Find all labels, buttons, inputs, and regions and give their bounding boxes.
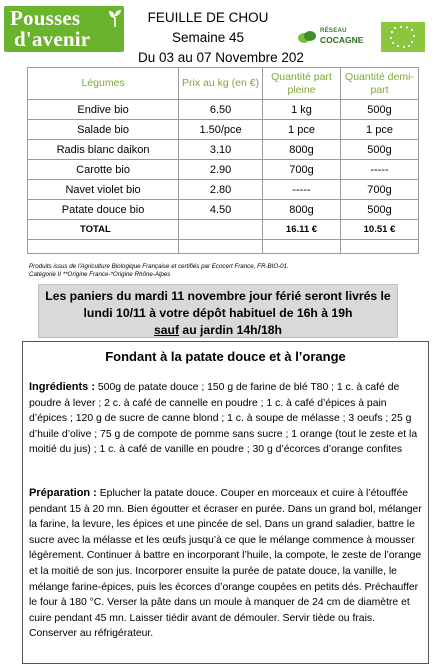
recipe-preparation (29, 486, 422, 642)
preparation-text: Eplucher la patate douce. Couper en morceaux et cuire à l’étouffée pendant 15 à 20 mn. Bien égoutter et écraser en purée. Dans un grand bol, mélanger la farine, la levure, les épices et une pincée de sel. Dans un grand saladier, battre le sucre avec la mélasse et les œufs jusqu’à ce que le mélange commence à mousser légèrement. Continuer à battre en incorporant l’huile, la compote, le zeste de l’orange et la moitié de son jus. Incorporer ensuite la purée de patate douce, la vanille, le mélange farine-épices, puis les écorces d’orange coupées en petits dés. Préchauffer le four à 180 °C. Verser la pâte dans un moule à manquer de 24 cm de diamètre et cuire pendant 45 mn. Laisser tiédir avant de démouler. Servir tiède ou frais. Conserver au réfrigérateur. (29, 488, 422, 640)
announcement-banner (38, 284, 398, 338)
table-cell: 3.10 (179, 140, 263, 160)
table-row (28, 160, 419, 180)
certification-note (29, 263, 421, 279)
sprout-icon (108, 9, 122, 27)
table-cell: 500g (340, 200, 418, 220)
ingredients-text: 500g de patate douce ; 150 g de farine de blé T80 ; 1 c. à café de poudre à lever ; 2 c. à café de cannelle en poudre ; 1 c. à café d’épices à pain d’épices ; 120 g de sucre de canne blond ; 1 c. à soupe de mélasse ; 3 oeufs ; 25 g d’huile d’olive ; 75 g de compote de pomme sans sucre ; 1 orange (tout le zeste et la moitié du jus) ; 1 c. à café de vanille en poudre ; 30 g d’écorces d’orange confites (29, 382, 418, 456)
price-table (27, 67, 419, 254)
table-row (28, 140, 419, 160)
recipe-ingredients (29, 380, 422, 458)
table-cell: Endive bio (28, 100, 179, 120)
table-cell: Salade bio (28, 120, 179, 140)
date-range: Du 03 au 07 Novembre 202 (138, 50, 304, 65)
table-row (28, 180, 419, 200)
header-quantite-pleine: Quantité part pleine (263, 68, 341, 100)
table-cell: 500g (340, 100, 418, 120)
table-row (28, 120, 419, 140)
table-cell: 500g (340, 140, 418, 160)
header-legumes: Légumes (28, 68, 179, 100)
total-row (28, 220, 419, 240)
table-cell: 700g (263, 160, 341, 180)
announcement-sauf: sauf (153, 323, 180, 337)
table-header-row (28, 68, 419, 100)
ingredients-label: Ingrédients : (29, 381, 96, 393)
total-half: 10.51 € (340, 220, 418, 240)
note-line2: Catégorie II **Origine France-*Origine Rhône-Alpes (29, 271, 171, 278)
table-cell (179, 240, 263, 254)
eu-organic-leaf-logo (381, 22, 425, 52)
table-cell: Radis blanc daikon (28, 140, 179, 160)
table-cell: ----- (263, 180, 341, 200)
total-full: 16.11 € (263, 220, 341, 240)
announcement-line1: Les paniers du mardi 11 novembre jour férié seront livrés le (45, 289, 391, 303)
total-label: TOTAL (28, 220, 179, 240)
leaf-icon (298, 30, 316, 44)
reseau-cocagne-logo (298, 28, 368, 50)
table-cell: 2.90 (179, 160, 263, 180)
recipe-title: Fondant à la patate douce et à l’orange (105, 349, 346, 364)
table-cell: 1 kg (263, 100, 341, 120)
empty-row (28, 240, 419, 254)
table-cell: 700g (340, 180, 418, 200)
announcement-line2: lundi 10/11 à votre dépôt habituel de 16h à 19h (83, 306, 353, 320)
table-cell: 1 pce (263, 120, 341, 140)
table-cell: 6.50 (179, 100, 263, 120)
table-cell: 2.80 (179, 180, 263, 200)
logo-line1: Pousses (10, 6, 81, 30)
table-row (28, 200, 419, 220)
note-line1: Produits issus de l'Agriculture Biologique Française et certifiés par Ecocert France, FR-BIO-01. (29, 263, 289, 270)
table-cell (340, 240, 418, 254)
reseau-label: RÉSEAU (320, 28, 347, 34)
table-cell: ----- (340, 160, 418, 180)
announcement-line3-rest: au jardin 14h/18h (179, 323, 282, 337)
table-cell (179, 220, 263, 240)
table-cell: 4.50 (179, 200, 263, 220)
newsletter-title: FEUILLE DE CHOU (147, 10, 269, 25)
pousses-davenir-logo (4, 6, 124, 52)
table-cell (263, 240, 341, 254)
header-quantite-demi: Quantité demi-part (340, 68, 418, 100)
table-cell: 800g (263, 140, 341, 160)
week-label: Semaine 45 (171, 30, 245, 45)
header-prix: Prix au kg (en €) (179, 68, 263, 100)
announcement-line3 (39, 322, 397, 339)
table-cell: Carotte bio (28, 160, 179, 180)
table-cell (28, 240, 179, 254)
table-cell: Navet violet bio (28, 180, 179, 200)
table-cell: 1.50/pce (179, 120, 263, 140)
table-cell: 800g (263, 200, 341, 220)
table-row (28, 100, 419, 120)
recipe-box (22, 341, 429, 664)
newsletter-header (138, 10, 304, 66)
logo-line2: d'avenir (14, 27, 91, 51)
preparation-label: Préparation : (29, 487, 97, 499)
cocagne-label: COCAGNE (320, 35, 364, 45)
table-cell: Patate douce bio (28, 200, 179, 220)
table-cell: 1 pce (340, 120, 418, 140)
